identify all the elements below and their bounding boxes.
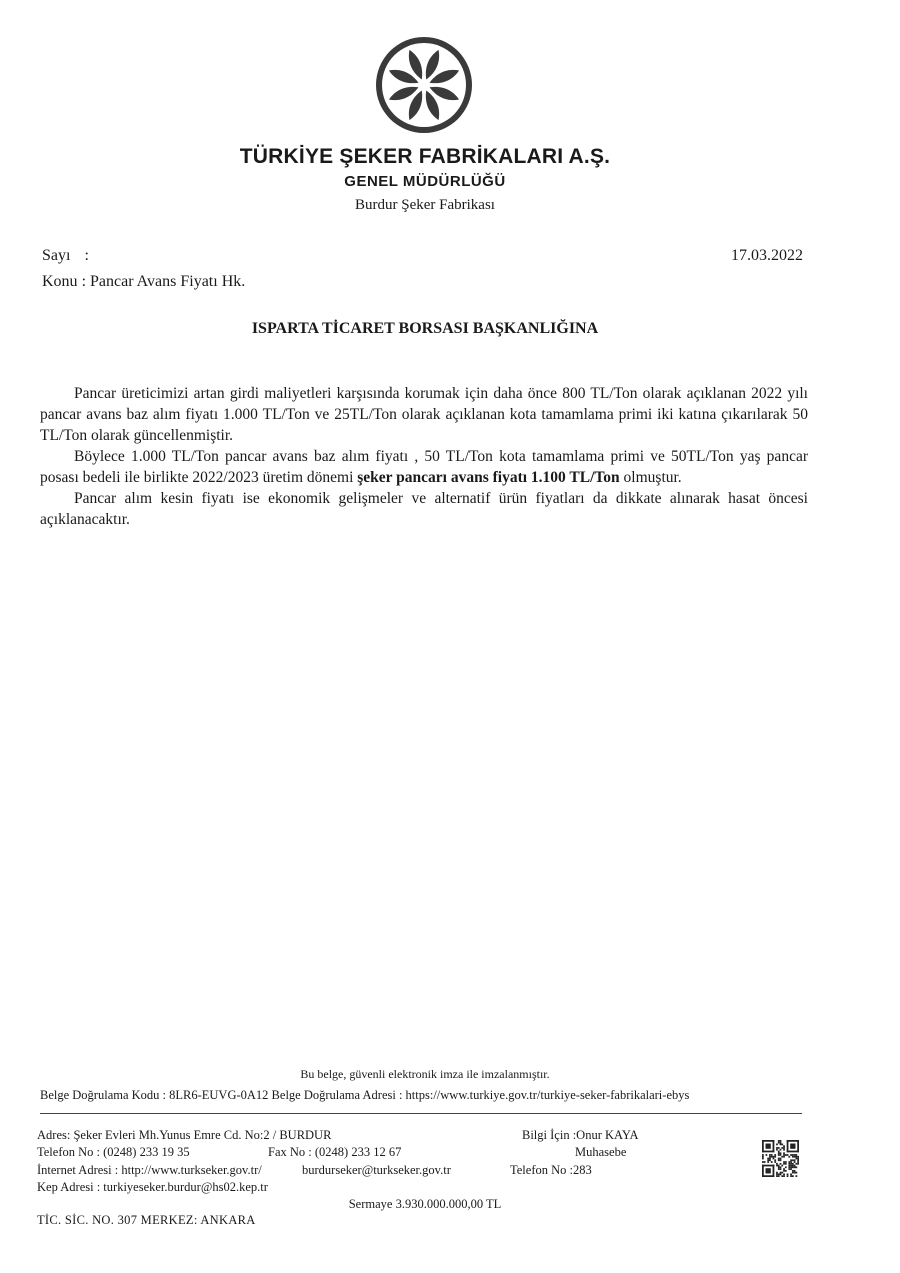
letter-body bbox=[40, 383, 808, 530]
body-paragraph-1: Pancar üreticimizi artan girdi maliyetleri karşısında korumak için daha önce 800 TL/Ton olarak açıklanan 2022 yılı pancar avans baz alım fiyatı 1.000 TL/Ton ve 25TL/Ton olarak açıklanan kota tamamlama primi iki katına çıkarılarak 50 TL/Ton olarak güncellenmiştir. bbox=[40, 385, 808, 444]
footer-kep: Kep Adresi : turkiyeseker.burdur@hs02.kep.tr bbox=[37, 1180, 268, 1194]
signature-note: Bu belge, güvenli elektronik imza ile imzalanmıştır. bbox=[300, 1067, 550, 1081]
footer-email: burdurseker@turkseker.gov.tr bbox=[302, 1163, 451, 1177]
footer-internet: İnternet Adresi : http://www.turkseker.gov.tr/ bbox=[37, 1163, 262, 1177]
sayi-separator: : bbox=[84, 247, 89, 264]
verification-line: Belge Doğrulama Kodu : 8LR6-EUVG-0A12 Belge Doğrulama Adresi : https://www.turkiye.gov.tr/turkiye-seker-fabrikalari-ebys bbox=[40, 1088, 690, 1102]
sayi-row bbox=[42, 247, 89, 265]
contact-department: Muhasebe bbox=[575, 1145, 627, 1159]
footer-fax: Fax No : (0248) 233 12 67 bbox=[268, 1145, 402, 1159]
body-paragraph-2-end: olmuştur. bbox=[619, 469, 682, 486]
konu-label: Konu bbox=[42, 273, 78, 290]
contact-phone: Telefon No :283 bbox=[510, 1163, 592, 1177]
body-paragraph-3: Pancar alım kesin fiyatı ise ekonomik gelişmeler ve alternatif ürün fiyatları da dikkate alınarak hasat öncesi açıklanacaktır. bbox=[40, 490, 808, 528]
footer-phone: Telefon No : (0248) 233 19 35 bbox=[37, 1145, 190, 1159]
body-paragraph-2 bbox=[40, 446, 808, 488]
organization-division: GENEL MÜDÜRLÜĞÜ bbox=[344, 173, 506, 190]
footer-address: Adres: Şeker Evleri Mh.Yunus Emre Cd. No:2 / BURDUR bbox=[37, 1128, 332, 1142]
body-paragraph-2-start: Böylece 1.000 TL/Ton pancar avans baz alım fiyatı , 50 TL/Ton kota tamamlama primi ve 50TL/Ton yaş pancar posası bedeli ile birlikte 2022/2023 üretim dönemi bbox=[40, 448, 808, 486]
organization-unit: Burdur Şeker Fabrikası bbox=[355, 197, 495, 213]
organization-name: TÜRKİYE ŞEKER FABRİKALARI A.Ş. bbox=[239, 145, 611, 168]
footer-divider bbox=[40, 1113, 802, 1114]
body-paragraph-2-bold: şeker pancarı avans fiyatı 1.100 TL/Ton bbox=[357, 469, 620, 486]
sugar-factory-flower-logo-icon bbox=[374, 35, 474, 135]
konu-row bbox=[42, 273, 245, 291]
trade-registry: TİC. SİC. NO. 307 MERKEZ: ANKARA bbox=[37, 1213, 256, 1227]
konu-text: : Pancar Avans Fiyatı Hk. bbox=[81, 273, 246, 290]
qr-code-icon bbox=[762, 1140, 799, 1177]
contact-person: Bilgi İçin :Onur KAYA bbox=[522, 1128, 639, 1142]
document-date: 17.03.2022 bbox=[731, 247, 803, 264]
addressee-title: ISPARTA TİCARET BORSASI BAŞKANLIĞINA bbox=[251, 320, 599, 337]
capital-info: Sermaye 3.930.000.000,00 TL bbox=[348, 1197, 502, 1211]
sayi-label: Sayı bbox=[42, 247, 71, 264]
